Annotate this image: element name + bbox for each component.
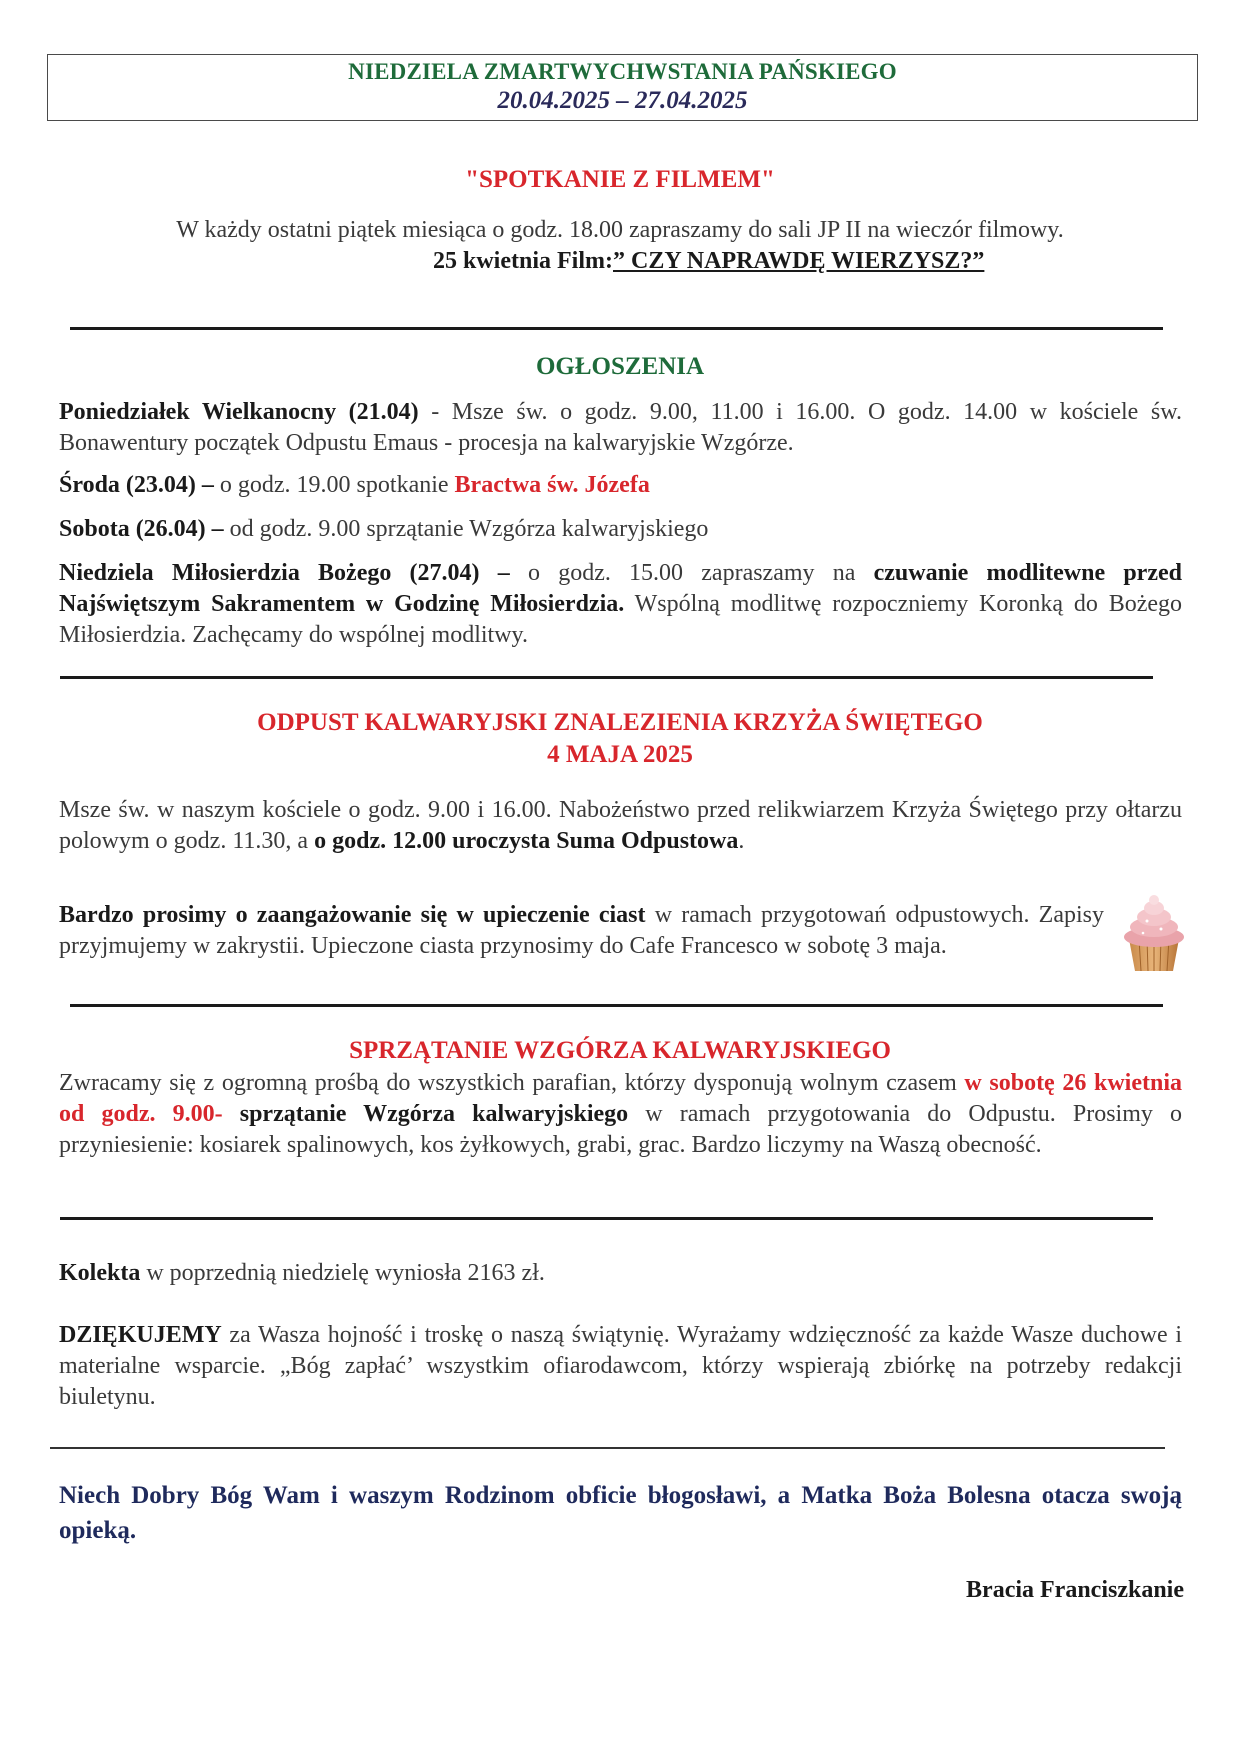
odpust-heading: ODPUST KALWARYJSKI ZNALEZIENIA KRZYŻA ŚWIĘTEGO (257, 709, 983, 736)
film-title: ” CZY NAPRAWDĘ WIERZYSZ?” (613, 248, 985, 274)
brotherhood-highlight: Bractwa św. Józefa (454, 472, 650, 498)
divider-4 (60, 1217, 1153, 1220)
header-box (47, 54, 1198, 121)
cleaning-text: Zwracamy się z ogromną prośbą do wszystkich parafian, którzy dysponują wolnym czasem w sobotę 26 kwietnia od godz. 9.00- sprzątanie Wzgórza kalwaryjskiego w ramach przygotowania do Odpustu. Prosimy o przyniesienie: kosiarek spalinowych, kos żyłkowych, grabi, grac. Bardzo liczymy na Waszą obecność. (59, 1070, 1182, 1158)
wednesday-label: Środa (23.04) – (59, 472, 214, 498)
blessing-text: Niech Dobry Bóg Wam i waszym Rodzinom obficie błogosławi, a Matka Boża Bolesna otacza swoją opieką. (59, 1482, 1182, 1544)
announcements-heading: OGŁOSZENIA (535, 353, 705, 380)
film-date: 25 kwietnia Film: (433, 248, 613, 274)
sunday-label: Niedziela Miłosierdzia Bożego (27.04) – (59, 560, 510, 586)
film-heading: "SPOTKANIE Z FILMEM" (465, 166, 775, 193)
header-dates: 20.04.2025 – 27.04.2025 (497, 87, 748, 114)
film-line1: W każdy ostatni piątek miesiąca o godz. 18.00 zapraszamy do sali JP II na wieczór filmowy. (176, 217, 1064, 243)
cupcake-image (1119, 891, 1189, 973)
thanks-text: DZIĘKUJEMY za Wasza hojność i troskę o naszą świątynię. Wyrażamy wdzięczność za każde Wasze duchowe i materialne wsparcie. „Bóg zapłać’ wszystkim ofiarodawcom, którzy wspierają zbiórkę na potrzeby redakcji biuletynu. (59, 1322, 1182, 1410)
signature: Bracia Franciszkanie (966, 1577, 1184, 1603)
announcement-saturday: Sobota (26.04) – od godz. 9.00 sprzątanie Wzgórza kalwaryjskiego (59, 516, 709, 542)
saturday-label: Sobota (26.04) – (59, 516, 224, 542)
divider-5 (50, 1447, 1165, 1449)
header-title: NIEDZIELA ZMARTWYCHWSTANIA PAŃSKIEGO (348, 59, 897, 84)
announcement-monday: Poniedziałek Wielkanocny (21.04) - Msze św. o godz. 9.00, 11.00 i 16.00. O godz. 14.00 w kościele św. Bonawentury początek Odpustu Emaus - procesja na kalwaryjskie Wzgórze. (59, 399, 1182, 456)
film-line2 (433, 248, 984, 275)
divider-1 (70, 327, 1163, 330)
announcement-sunday: Niedziela Miłosierdzia Bożego (27.04) – o godz. 15.00 zapraszamy na czuwanie modlitewne przed Najświętszym Sakramentem w Godzinę Miłosierdzia. Wspólną modlitwę rozpoczniemy Koronką do Bożego Miłosierdzia. Zachęcamy do wspólnej modlitwy. (59, 560, 1183, 648)
announcement-wednesday: Środa (23.04) – o godz. 19.00 spotkanie Bractwa św. Józefa (59, 472, 650, 498)
odpust-masses: Msze św. w naszym kościele o godz. 9.00 i 16.00. Nabożeństwo przed relikwiarzem Krzyża Świętego przy ołtarzu polowym o godz. 11.30, a o godz. 12.00 uroczysta Suma Odpustowa. (59, 797, 1182, 854)
collection-text: Kolekta w poprzednią niedzielę wyniosła 2163 zł. (59, 1260, 545, 1286)
divider-3 (70, 1004, 1163, 1007)
odpust-cakes: Bardzo prosimy o zaangażowanie się w upieczenie ciast w ramach przygotowań odpustowych. Zapisy przyjmujemy w zakrystii. Upieczone ciasta przynosimy do Cafe Francesco w sobotę 3 maja. (59, 902, 1105, 959)
odpust-date: 4 MAJA 2025 (547, 741, 693, 768)
divider-2 (60, 676, 1153, 679)
cleaning-heading: SPRZĄTANIE WZGÓRZA KALWARYJSKIEGO (349, 1037, 891, 1064)
monday-label: Poniedziałek Wielkanocny (21.04) (59, 399, 419, 425)
